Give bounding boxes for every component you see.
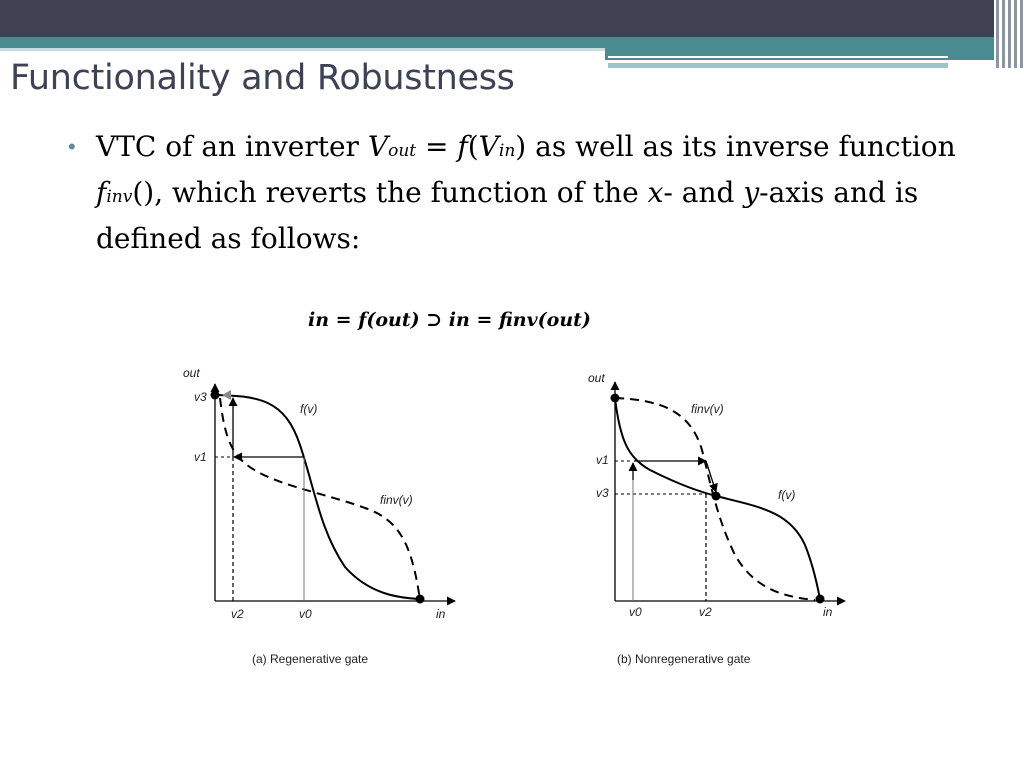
v1-label: v1 (596, 453, 609, 467)
bullet-text-part: - and (663, 176, 744, 209)
caption-a: (a) Regenerative gate (252, 652, 369, 666)
vin-symbol: Vin (478, 130, 516, 163)
bullet-text-part: -axis and is defined as follows: (96, 176, 919, 255)
v3-point (211, 391, 220, 400)
fixed-point (712, 492, 721, 501)
y-axis-label: out (183, 366, 200, 380)
end-point (816, 595, 825, 604)
v0-label: v0 (629, 605, 642, 619)
bullet-text-part: ) as well as its inverse function (515, 130, 956, 163)
v0-label: v0 (299, 607, 312, 621)
finv-symbol: finv (96, 176, 133, 209)
caption-b: (b) Nonregenerative gate (617, 652, 751, 666)
x-axis-label: in (823, 605, 833, 619)
v3-arrow-head (222, 390, 231, 400)
equals-sign: = (416, 130, 458, 163)
f-label: f(v) (300, 402, 318, 416)
y-axis-label: out (588, 371, 605, 385)
finv-label: finv(v) (691, 402, 724, 416)
v3-label: v3 (596, 486, 609, 500)
paren-open: ( (467, 130, 479, 163)
bullet-marker: • (68, 134, 76, 159)
v2-label: v2 (699, 605, 712, 619)
bullet-text-part: (), which reverts the function of the (132, 176, 648, 209)
v1-label: v1 (194, 450, 207, 464)
x-symbol: x (647, 176, 664, 209)
end-point (416, 595, 425, 604)
bullet-text-part: VTC of an inverter (96, 130, 368, 163)
finv-label: finv(v) (380, 493, 413, 507)
vout-symbol: Vout (367, 130, 417, 163)
f-symbol: f (457, 130, 468, 163)
start-point (611, 394, 620, 403)
x-axis-label: in (436, 607, 446, 621)
inverse-formula: in = f(out) ⊃ in = finv(out) (308, 309, 591, 331)
y-symbol: y (743, 176, 760, 209)
slide-title: Functionality and Robustness (10, 58, 515, 98)
nonregenerative-gate-graph (580, 360, 870, 675)
v2-label: v2 (231, 607, 244, 621)
v3-label: v3 (194, 390, 207, 404)
regenerative-gate-graph (180, 360, 470, 675)
f-label: f(v) (778, 488, 796, 502)
bullet-text (96, 126, 976, 259)
